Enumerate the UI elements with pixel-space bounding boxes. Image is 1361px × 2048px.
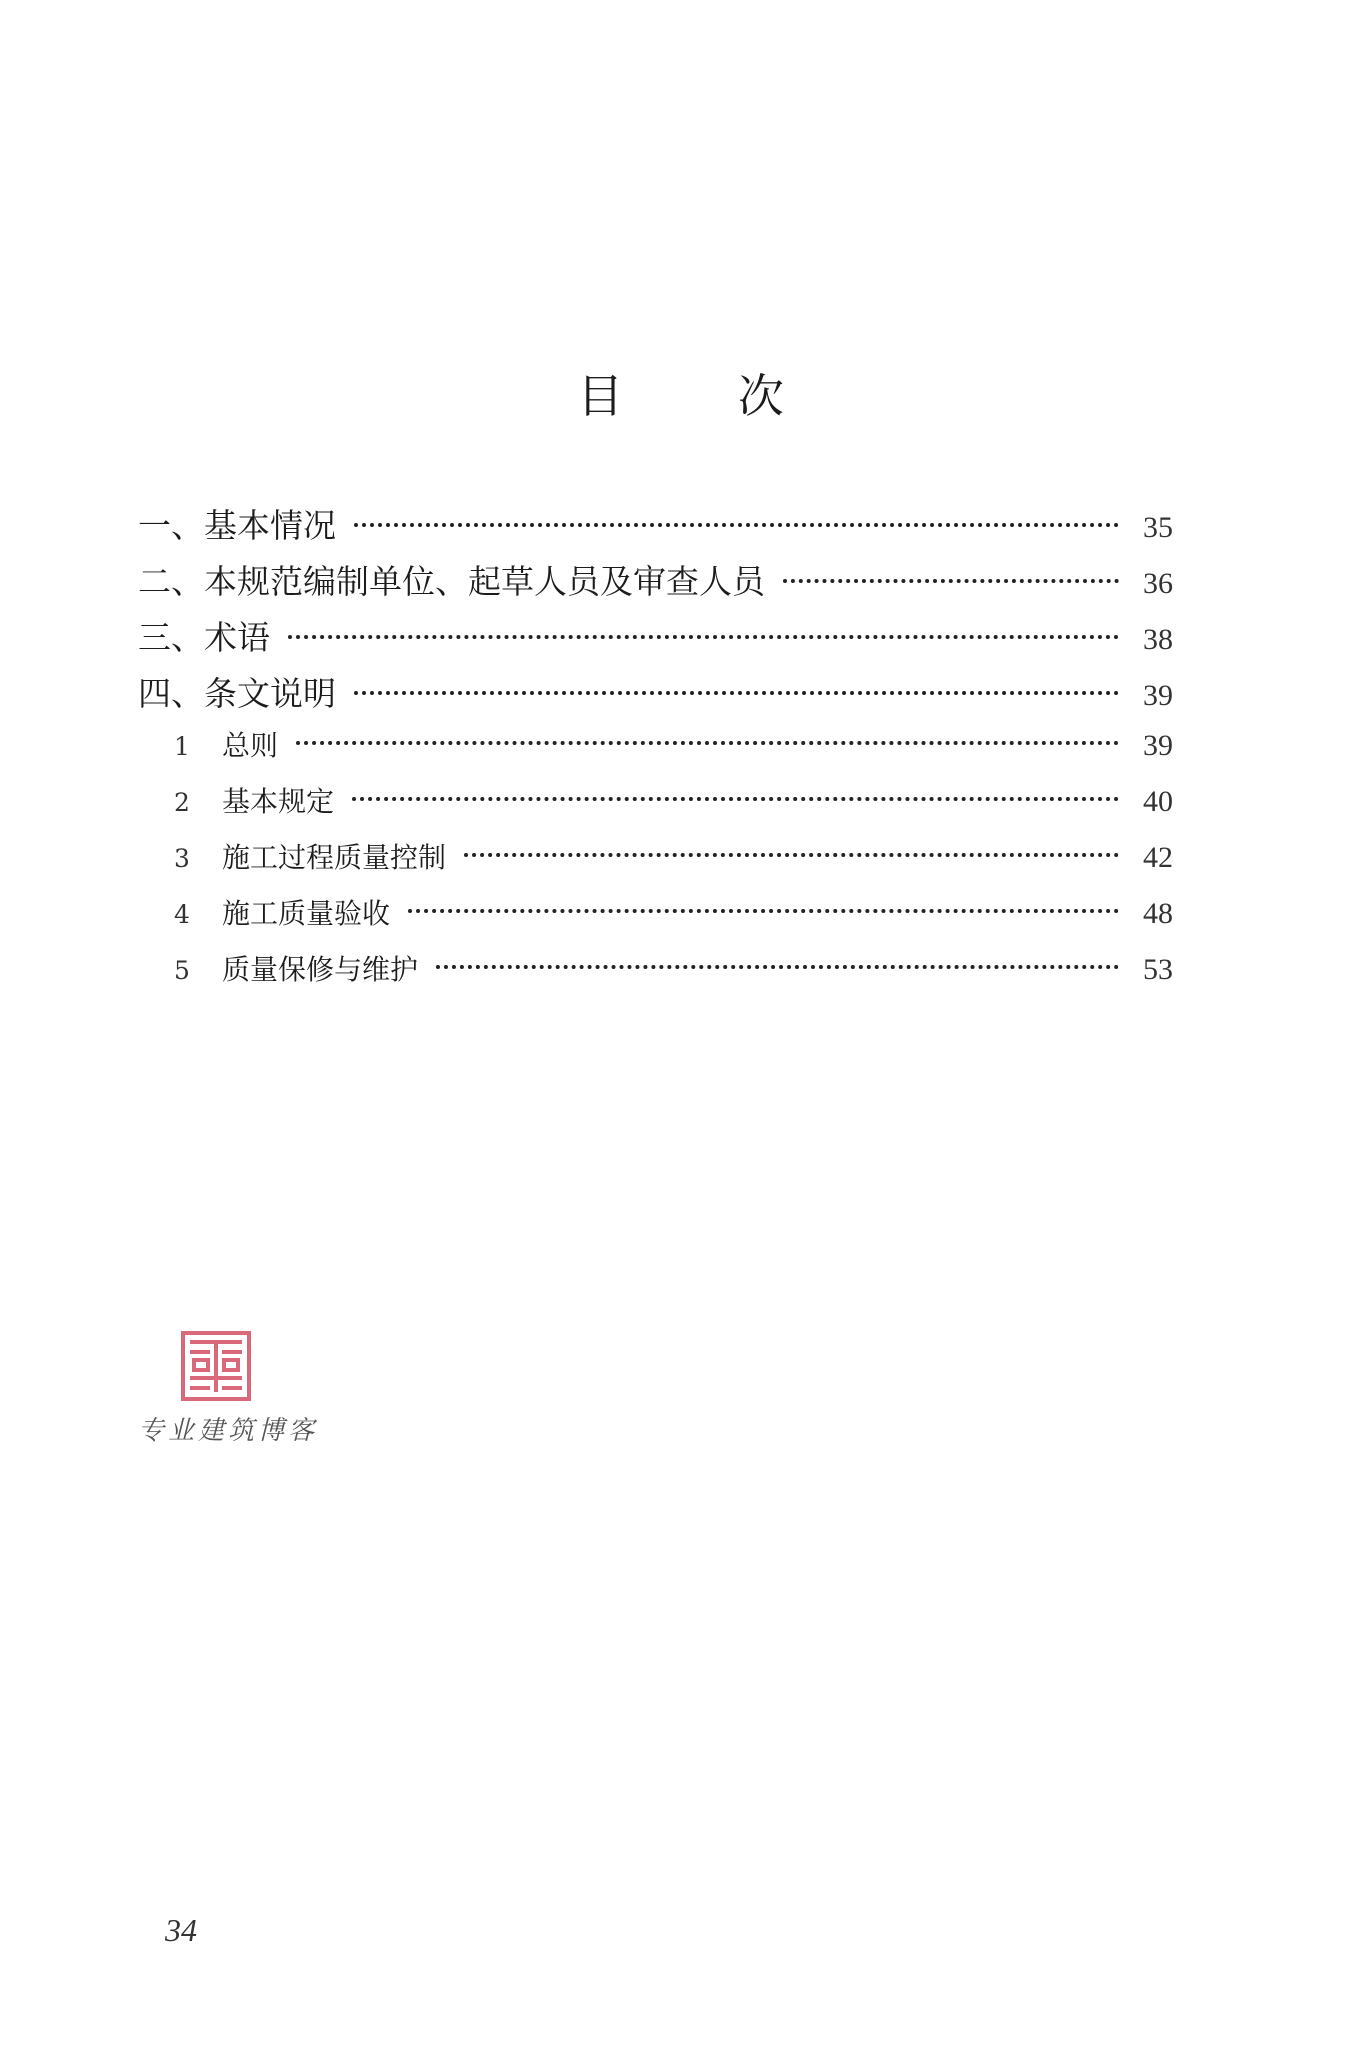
toc-entry-page: 36	[1143, 567, 1173, 600]
toc-subentry-3[interactable]	[138, 836, 1173, 892]
dot-leader	[354, 523, 1119, 527]
toc-subentry-number: 1	[174, 732, 190, 761]
dot-leader	[296, 741, 1119, 745]
toc-entry-label: 三、术语	[138, 618, 270, 657]
toc-entry-basic-info[interactable]	[138, 500, 1173, 556]
seal-stamp-icon	[180, 1330, 252, 1402]
toc-subentry-number: 3	[174, 844, 190, 873]
toc-entry-editors[interactable]	[138, 556, 1173, 612]
toc-entry-terms[interactable]	[138, 612, 1173, 668]
toc-subentry-number: 2	[174, 788, 190, 817]
toc-entry-page: 38	[1143, 623, 1173, 656]
toc-entry-label: 施工质量验收	[222, 897, 391, 930]
dot-leader	[783, 579, 1119, 583]
toc-entry-page: 42	[1143, 841, 1173, 874]
toc-entry-page: 39	[1143, 729, 1173, 762]
toc-entry-label: 施工过程质量控制	[222, 841, 447, 874]
toc-entry-label: 四、条文说明	[138, 674, 336, 713]
dot-leader	[464, 853, 1119, 857]
toc-entry-page: 39	[1143, 679, 1173, 712]
table-of-contents	[138, 500, 1173, 1004]
toc-subentry-5[interactable]	[138, 948, 1173, 1004]
toc-subentry-1[interactable]	[138, 724, 1173, 780]
toc-entry-label: 二、本规范编制单位、起草人员及审查人员	[138, 562, 765, 601]
toc-entry-explanation[interactable]	[138, 668, 1173, 724]
toc-entry-page: 53	[1143, 953, 1173, 986]
toc-entry-page: 40	[1143, 785, 1173, 818]
toc-entry-page: 35	[1143, 511, 1173, 544]
dot-leader	[354, 691, 1119, 695]
page-number: 34	[165, 1912, 197, 1948]
toc-subentry-2[interactable]	[138, 780, 1173, 836]
watermark-text: 专业建筑博客	[138, 1416, 319, 1446]
toc-subentry-4[interactable]	[138, 892, 1173, 948]
toc-subentry-number: 5	[174, 956, 190, 985]
dot-leader	[288, 635, 1119, 639]
page-title	[0, 360, 1361, 426]
toc-entry-label: 总则	[222, 729, 279, 762]
toc-entry-label: 一、基本情况	[138, 506, 336, 545]
toc-entry-label: 基本规定	[222, 785, 335, 818]
title-char-1: 目	[577, 369, 624, 423]
toc-entry-page: 48	[1143, 897, 1173, 930]
toc-subentry-number: 4	[174, 900, 190, 929]
dot-leader	[352, 797, 1119, 801]
dot-leader	[408, 909, 1119, 913]
toc-entry-label: 质量保修与维护	[222, 953, 419, 986]
dot-leader	[436, 965, 1119, 969]
title-char-2: 次	[737, 369, 784, 423]
